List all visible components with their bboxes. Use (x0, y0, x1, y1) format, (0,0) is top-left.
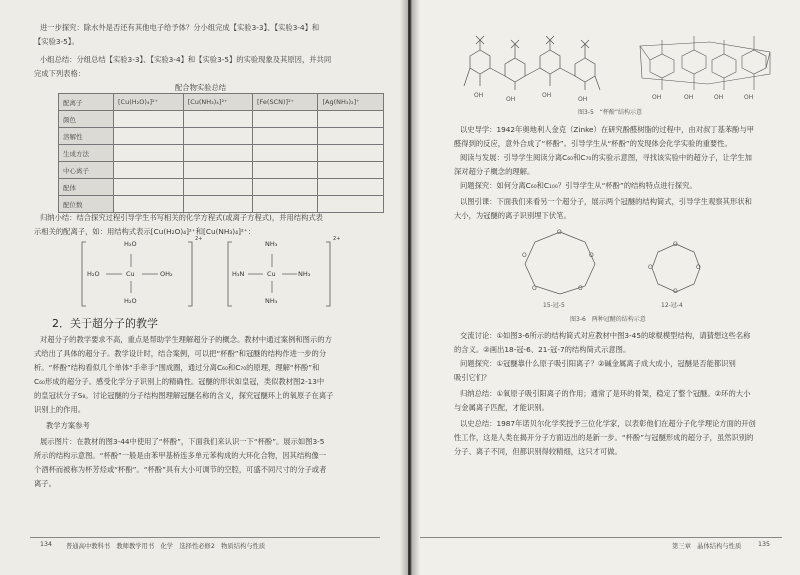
o-label: O (578, 285, 583, 292)
figure-caption: 图3-6 两种冠醚的结构示意 (570, 316, 646, 323)
charge: 2+ (195, 236, 203, 242)
ligand-bottom: NH₃ (265, 297, 278, 305)
o-label: O (557, 229, 562, 236)
paragraph-line: 以史总结：1987年诺贝尔化学奖授予三位化学家，以表彰他们在超分子化学理论方面的开创 (460, 419, 756, 428)
paragraph-line: 归纳总结：①氧原子吸引阳离子的作用；通常了是环的骨架，稳定了整个冠醚。②环的大小 (460, 389, 751, 398)
paragraph-line: 识别上的作用。 (34, 405, 86, 414)
calixarene-structure-diagram (450, 34, 790, 106)
oh-label: OH (474, 92, 484, 99)
o-label: O (589, 252, 594, 259)
book-gutter (400, 0, 420, 575)
table-header-cell: 配离子 (59, 94, 114, 111)
subheading: 教学方案参考 (46, 421, 90, 430)
oh-label: OH (744, 94, 754, 101)
paragraph-line: 完成下列表格： (34, 69, 86, 78)
paragraph-line: 【实验3-5】。 (34, 37, 79, 46)
right-page (410, 0, 800, 575)
paragraph-line: 展示图片：在教材的图3-44中使用了“杯酚”，下面我们来认识一下“杯酚”。展示如图3-5 (40, 437, 325, 446)
page-number: 135 (758, 541, 771, 548)
row-label: 颜色 (59, 111, 114, 128)
table-header-cell: [Ag(NH₃)₂]⁺ (318, 94, 384, 111)
chapter-title: 第三章 晶体结构与性质 (672, 543, 742, 550)
ligand-left: H₃N (232, 270, 245, 278)
ligand-top: H₂O (124, 240, 137, 248)
paragraph-line: 式给出了具体的超分子。教学设计时，结合案例，可以把“杯酚”和冠醚的结构作进一步的分 (34, 349, 327, 358)
paragraph-line: 小组总结：分组总结【实验3-3】、【实验3-4】和【实验3-5】的实验现象及其原因，并共同 (40, 55, 332, 64)
table-row (59, 196, 384, 213)
oh-label: OH (684, 94, 694, 101)
paragraph-line: 的皇冠状分子S₈。讨论冠醚的分子结构图理解冠醚名称的含义，探究冠醚环上的氧原子在离子 (34, 391, 334, 400)
table-row (59, 111, 384, 128)
row-label: 配体 (59, 179, 114, 196)
table-header-cell: [Cu(H₂O)₄]²⁺ (114, 94, 184, 111)
paragraph-line: 问题探究：如何分离C₆₀和C₁₀₀？引导学生从“杯酚”的结构特点进行探究。 (460, 181, 697, 190)
row-label: 生成方法 (59, 145, 114, 162)
oh-label: OH (652, 94, 662, 101)
paragraph-line: 归纳小结：结合探究过程引导学生书写相关的化学方程式(或离子方程式)，并用结构式表 (40, 213, 323, 222)
row-label: 溶解性 (59, 128, 114, 145)
footer-title: 普通高中教科书 教师教学用书 化学 选择性必修2 物质结构与性质 (66, 543, 266, 550)
paragraph-line: 示相关的配离子，如：用结构式表示[Cu(H₂O)₄]²⁺和[Cu(NH₃)₄]²⁺： (34, 227, 255, 236)
crown-caption: 12-冠-4 (661, 302, 683, 309)
paragraph-line: 吸引它们？ (454, 373, 491, 382)
section-heading: 2．关于超分子的教学 (52, 317, 158, 330)
ligand-right: NH₃ (298, 270, 311, 278)
table-header-row (59, 94, 384, 111)
paragraph-line: 醛得到的反应，意外合成了“杯酚”。引导学生从“杯酚”的发现体会化学实验的重要性。 (454, 139, 732, 148)
center-ion: Cu (267, 270, 276, 278)
ligand-left: H₂O (87, 270, 100, 278)
charge: 2+ (333, 236, 341, 242)
table-row (59, 179, 384, 196)
o-label: O (696, 264, 701, 271)
table-title: 配合物实验总结 (175, 83, 227, 92)
o-label: O (532, 285, 537, 292)
paragraph-line: 大小，为冠醚的离子识别埋下伏笔。 (454, 211, 571, 220)
paragraph-line: 以图引课：下面我们来看另一个超分子，展示两个冠醚的结构简式，引导学生观察其形状和 (460, 197, 752, 206)
paragraph-line: 析。“杯酚”结构看似几个单体“手牵手”围成圈，通过分离C₆₀和C₇₀的原理，理解“杯酚”和 (34, 363, 320, 372)
paragraph-line: 对超分子的教学要求不高，重点是帮助学生理解超分子的概念。教材中通过案例和图示的方 (40, 335, 332, 344)
table-row (59, 162, 384, 179)
paragraph-line: 交流讨论：①如图3-6所示的结构简式对应教材中图3-45的球棍模型结构，请猜想这些名称 (460, 331, 751, 340)
crown-caption: 15-冠-5 (543, 302, 565, 309)
table-header-cell: [Fe(SCN)]²⁺ (253, 94, 318, 111)
table-header-cell: [Cu(NH₃)₄]²⁺ (183, 94, 252, 111)
row-label: 配位数 (59, 196, 114, 213)
row-label: 中心离子 (59, 162, 114, 179)
paragraph-line: C₆₀形成的超分子。感受化学分子识别上的精确性。冠醚的形状如皇冠，类似教材图2-13中 (34, 377, 325, 386)
footer-rule (30, 537, 380, 538)
o-label: O (673, 288, 678, 295)
paragraph-line: 进一步探究：除水外是否还有其他电子给予体？分小组完成【实验3-3】、【实验3-4】和 (40, 23, 320, 32)
o-label: O (673, 241, 678, 248)
footer-rule (420, 537, 782, 538)
table-row (59, 145, 384, 162)
oh-label: OH (578, 96, 588, 103)
oh-label: OH (714, 94, 724, 101)
paragraph-line: 性工作，这是人类在揭开分子方面迈出的是新一步。“杯酚”与冠醚形成的超分子，虽然识别的 (454, 433, 754, 442)
paragraph-line: 阅读与发展：引导学生阅读分离C₆₀和C₇₀的实验示意图，寻找该实验中的超分子，让学生加 (460, 153, 752, 162)
center-ion: Cu (126, 270, 135, 278)
paragraph-line: 所示的结构示意图。“杯酚”一般是由苯甲基桥连多单元苯构成的大环化合物，因其结构像一 (34, 451, 327, 460)
paragraph-line: 个酒杯而被称为杯芳烃或“杯酚”。“杯酚”具有大小可调节的空腔，可盛不同尺寸的分子或者 (34, 465, 327, 474)
paragraph-line: 与金属离子匹配，才能识别。 (454, 403, 549, 412)
paragraph-line: 的含义。②画出18-冠-6、21-冠-7的结构简式示意图。 (454, 345, 631, 354)
paragraph-line: 分子、离子不同，但都识别得较精细，这只才可做。 (454, 447, 622, 456)
oh-label: OH (506, 96, 516, 103)
ligand-bottom: H₂O (124, 297, 137, 305)
ligand-top: NH₃ (265, 240, 278, 248)
o-label: O (648, 264, 653, 271)
paragraph-line: 离子。 (34, 479, 56, 488)
figure-caption: 图3-5 “杯酚”结构示意 (578, 109, 643, 116)
oh-label: OH (542, 92, 552, 99)
table-row (59, 128, 384, 145)
paragraph-line: 问题探究：①冠醚靠什么原子吸引阳离子？②碱金属离子成大成小，冠醚是否能都识别 (460, 359, 736, 368)
page-number: 134 (40, 541, 53, 548)
complex-summary-table (58, 93, 384, 213)
paragraph-line: 深对超分子概念的理解。 (454, 167, 535, 176)
o-label: O (522, 252, 527, 259)
paragraph-line: 以史导学：1942年奥地利人金克（Zinke）在研究酚醛树脂的过程中，由对叔丁基苯酚与甲 (460, 125, 755, 134)
ligand-right: OH₂ (160, 270, 173, 278)
